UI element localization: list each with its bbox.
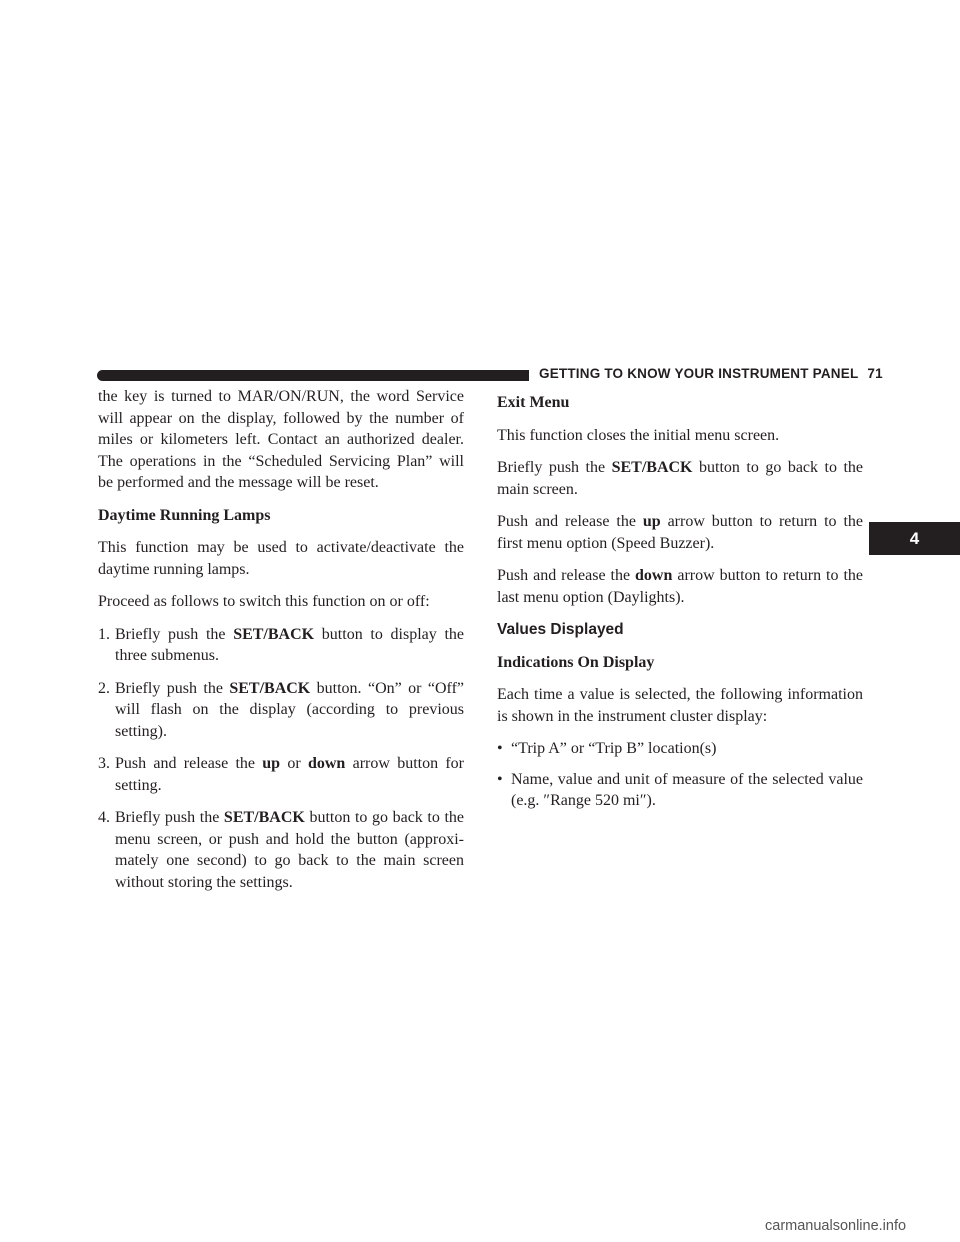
step-text: Briefly push the SET/BACK button. “On” or “Off” will flash on the display (according to previous setting).	[115, 679, 464, 740]
step-text: Briefly push the SET/BACK button to display the three submenus.	[115, 625, 464, 664]
step-number: 4.	[98, 809, 110, 826]
drl-heading: Daytime Running Lamps	[98, 506, 271, 524]
intro-paragraph: the key is turned to MAR/ON/RUN, the word Service will appear on the display, followed by the number of miles or kilometers left. Contact an authorized dealer. The operations in the “Scheduled Servicing Plan” will be performed and the message will be reset.	[98, 388, 464, 491]
setback-paragraph: Briefly push the SET/BACK button to go back to the main screen.	[497, 459, 864, 498]
steps-list	[98, 624, 464, 894]
exit-menu-heading: Exit Menu	[497, 394, 570, 411]
running-header	[539, 366, 883, 381]
indications-description: Each time a value is selected, the following information is shown in the instrument cluster display:	[497, 686, 863, 725]
page-number: 71	[867, 366, 883, 381]
step-text: Briefly push the SET/BACK button to go back to the menu screen, or push and hold the button (approxi-mately one second) to go back to the main screen without storing the settings.	[115, 809, 465, 891]
proceed-paragraph: Proceed as follows to switch this function on or off:	[98, 593, 430, 610]
list-item	[98, 624, 464, 667]
right-column	[497, 392, 863, 821]
chapter-tab: 4	[869, 522, 960, 555]
header-rule	[97, 370, 529, 381]
drl-description: This function may be used to activate/deactivate the daytime running lamps.	[98, 539, 464, 578]
bullet-icon: •	[497, 740, 503, 757]
list-item	[497, 738, 863, 760]
list-item	[497, 769, 863, 812]
up-arrow-paragraph: Push and release the up arrow button to return to the first menu option (Speed Buzzer).	[497, 513, 864, 552]
step-number: 3.	[98, 755, 110, 772]
indications-heading: Indications On Display	[497, 653, 655, 671]
bullet-text: Name, value and unit of measure of the selected value (e.g. ″Range 520 mi″).	[511, 770, 863, 809]
step-text: Push and release the up or down arrow button for setting.	[115, 755, 465, 794]
exit-menu-description: This function closes the initial menu screen.	[497, 426, 780, 444]
bullet-text: “Trip A” or “Trip B” location(s)	[511, 740, 717, 757]
section-title: GETTING TO KNOW YOUR INSTRUMENT PANEL	[539, 366, 859, 381]
list-item	[98, 678, 464, 743]
bullet-icon: •	[497, 770, 503, 788]
values-displayed-heading: Values Displayed	[497, 621, 624, 638]
left-column	[98, 386, 464, 904]
step-number: 1.	[98, 625, 110, 643]
step-number: 2.	[98, 679, 110, 697]
down-arrow-paragraph: Push and release the down arrow button to return to the last menu option (Daylights).	[497, 567, 863, 606]
list-item	[98, 753, 464, 796]
watermark-link[interactable]: carmanualsonline.info	[765, 1218, 907, 1234]
list-item	[98, 807, 464, 893]
indications-list	[497, 738, 863, 812]
